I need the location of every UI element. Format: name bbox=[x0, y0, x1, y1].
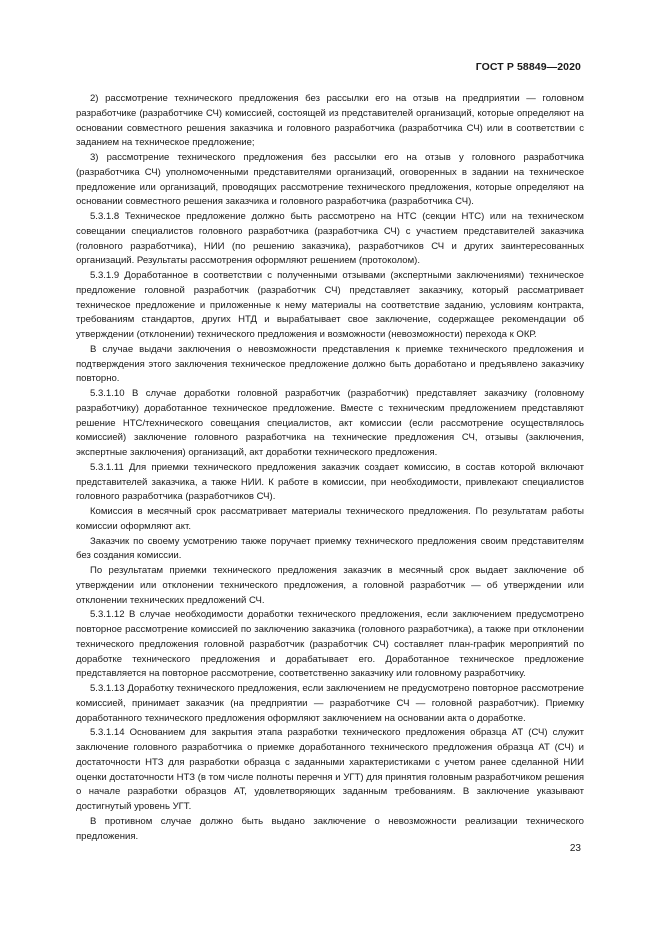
paragraph-item-2: 2) рассмотрение технического предложения без рассылки его на отзыв на предприятии — головном разработчике (разработчике СЧ) комиссией, состоящей из представителей организаций, которые определяют на основании совместного решения заказчика и головного разработчика (разработчика СЧ) или в соответствии с заданием на техническое предложение; bbox=[76, 93, 584, 149]
paragraph-5-3-1-11: 5.3.1.11 Для приемки технического предложения заказчик создает комиссию, в состав которой включают представителей заказчика, а также НИИ. К работе в комиссии, при необходимости, привлекают специалистов головного разработчика (разработчиков СЧ). bbox=[76, 461, 584, 503]
paragraph-5-3-1-11-commission: Комиссия в месячный срок рассматривает материалы технического предложения. По результатам работы комиссии оформляют акт. bbox=[76, 506, 584, 532]
paragraph-5-3-1-12: 5.3.1.12 В случае необходимости доработки технического предложения, если заключением предусмотрено повторное рассмотрение комиссией по заключению заказчика (головного разработчика), а также при отклонении технического предложения головной разработчик (разработчик СЧ) составляет план-график мероприятий по доработке технического предложения и дорабатывает его. Доработанное техническое предложение представляется на повторное рассмотрение, соответственно заказчику или головному разработчику. bbox=[76, 609, 584, 680]
paragraph-5-3-1-10: 5.3.1.10 В случае доработки головной разработчик (разработчик) представляет заказчику (головному разработчику) доработанное техническое предложение. Вместе с техническим предложением представляют решение НТС/технического совещания специалистов, акт комиссии (если рассмотрение осуществлялось комиссией) заключение головного разработчика на технические предложения СЧ, отзывы (заключения, экспертные заключения) организаций, акт доработки технического предложения. bbox=[76, 388, 584, 458]
paragraph-5-3-1-8: 5.3.1.8 Техническое предложение должно быть рассмотрено на НТС (секции НТС) или на техническом совещании специалистов головного разработчика (разработчика СЧ) с участием представителей заказчика (головного разработчика), НИИ (по решению заказчика), разработчиков СЧ и других заинтересованных организаций. Результаты рассмотрения оформляют решением (протоколом). bbox=[76, 211, 584, 267]
document-body bbox=[76, 92, 584, 844]
paragraph-5-3-1-9: 5.3.1.9 Доработанное в соответствии с полученными отзывами (экспертными заключениями) техническое предложение головной разработчик (разработчик СЧ) представляет заказчику, который рассматривает техническое предложение и приложенные к нему материалы на соответствие заданию, условиям контракта, требованиям стандартов, других НТД и вырабатывает свое заключение, содержащее рекомендации об утверждении (отклонении) технического предложения и возможности (невозможности) перехода к ОКР. bbox=[76, 270, 584, 340]
paragraph-5-3-1-11-results: По результатам приемки технического предложения заказчик в месячный срок выдает заключение об утверждении или отклонении технического предложения, а головной разработчик — об утверждении или отклонении технических предложений СЧ. bbox=[76, 565, 584, 606]
paragraph-item-3: 3) рассмотрение технического предложения без рассылки его на отзыв у головного разработчика (разработчика СЧ) уполномоченными представителями организаций, оговоренных в задании на техническое предложение или организаций, проводящих рассмотрение технического предложения, которые определяют на основании совместного решения заказчика и головного разработчика (разработчика СЧ). bbox=[76, 152, 584, 208]
page-number: 23 bbox=[569, 843, 581, 854]
paragraph-5-3-1-13: 5.3.1.13 Доработку технического предложения, если заключением не предусмотрено повторное рассмотрение комиссией, принимает заказчик (на предприятии — разработчике СЧ — головной разработчик). Приемку доработанного технического предложения оформляют заключением на основании акта о доработке. bbox=[76, 683, 584, 724]
paragraph-5-3-1-14: 5.3.1.14 Основанием для закрытия этапа разработки технического предложения образца АТ (СЧ) служит заключение головного разработчика о приемке доработанного технического предложения образца АТ (СЧ) и достаточности НТЗ для разработки образца с заданными характеристиками с учетом ранее сделанной НИИ оценки достаточности НТЗ (в том числе полноты перечня и УГТ) для принятия головным разработчиком решения о начале разработки образцов АТ, удовлетворяющих заданным требованиям. В заключение указывают достигнутый уровень УГТ. bbox=[76, 727, 584, 812]
paragraph-5-3-1-9-continued: В случае выдачи заключения о невозможности представления к приемке технического предложения и подтверждения этого заключения техническое предложение должно быть доработано и предъявлено заказчику повторно. bbox=[76, 343, 584, 385]
paragraph-5-3-1-11-customer: Заказчик по своему усмотрению также поручает приемку технического предложения своим представителям без создания комиссии. bbox=[76, 535, 584, 562]
standard-code: ГОСТ Р 58849—2020 bbox=[475, 61, 581, 73]
paragraph-5-3-1-14-otherwise: В противном случае должно быть выдано заключение о невозможности реализации технического предложения. bbox=[76, 815, 584, 842]
